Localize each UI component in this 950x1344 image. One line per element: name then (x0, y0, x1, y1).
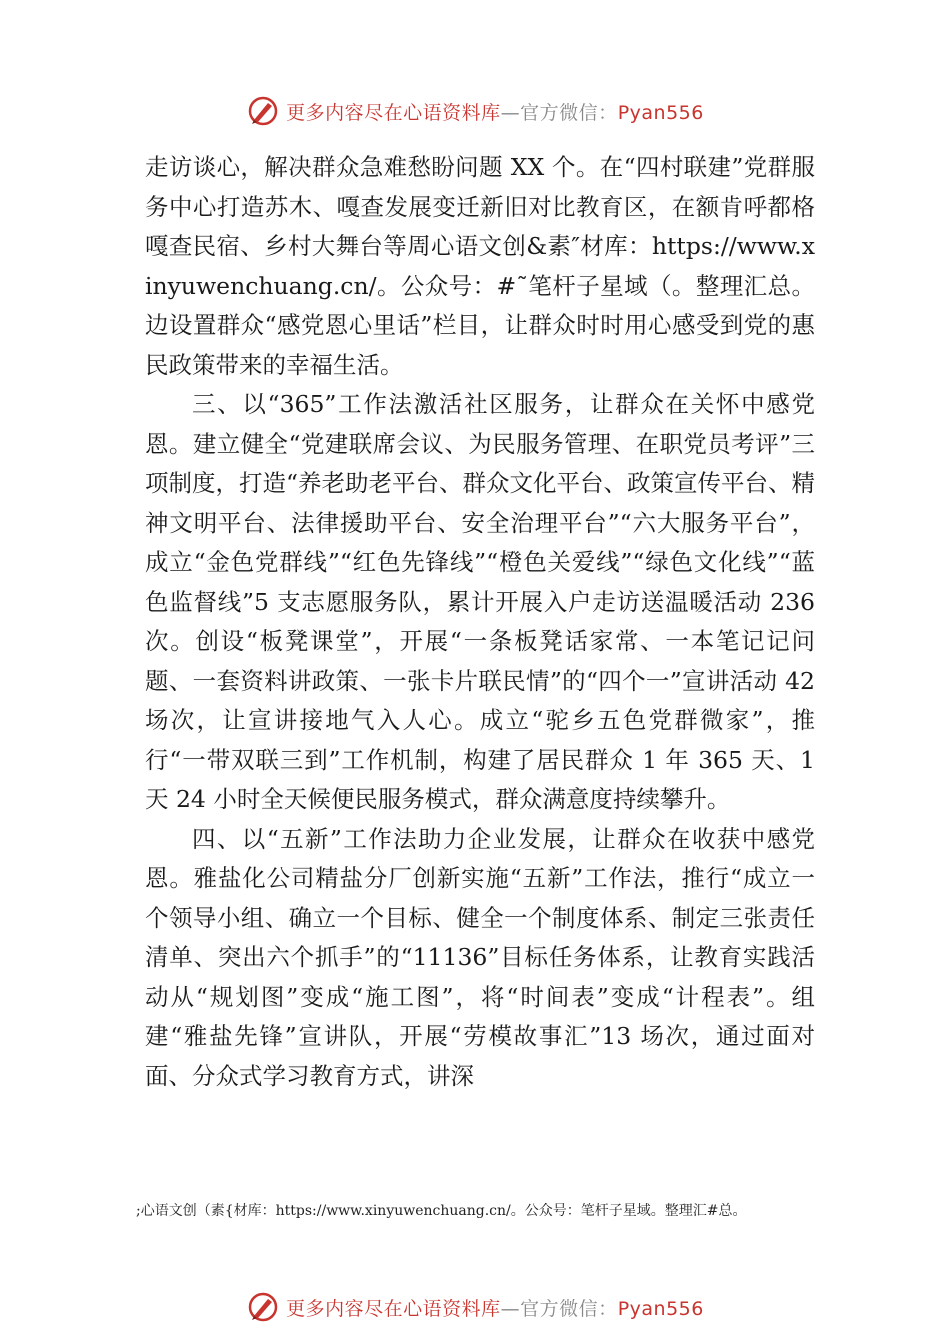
header-banner (0, 94, 950, 128)
paragraph-1: 走访谈心，解决群众急难愁盼问题 XX 个。在“四村联建”党群服务中心打造苏木、嘎查发展变迁新旧对比教育区，在额肯呼都格嘎查民宿、乡村大舞台等周心语文创&素″材库：https://www.xinyuwenchuang.cn/。公众号：#˜笔杆子星域（。整理汇总。边设置群众“感党恩心里话”栏目，让群众时时用心感受到党的惠民政策带来的幸福生活。 (145, 153, 815, 379)
pen-circle-logo-icon (246, 94, 280, 128)
pen-circle-logo-icon (246, 1290, 280, 1324)
footnote: ;心语文创（素{材库：https://www.xinyuwenchuang.cn/。公众号：笔杆子星域。整理汇#总。 (136, 1203, 747, 1219)
banner-text: 更多内容尽在心语资料库—官方微信：Pyan556 (286, 1297, 704, 1320)
paragraph-2: 三、以“365”工作法激活社区服务，让群众在关怀中感党恩。建立健全“党建联席会议、为民服务管理、在职党员考评”三项制度，打造“养老助老平台、群众文化平台、政策宣传平台、精神文明平台、法律援助平台、安全治理平台”“六大服务平台”，成立“金色党群线”“红色先锋线”“橙色关爱线”“绿色文化线”“蓝色监督线”5 支志愿服务队，累计开展入户走访送温暖活动 236 次。创设“板凳课堂”，开展“一条板凳话家常、一本笔记记问题、一套资料讲政策、一张卡片联民情”的“四个一”宣讲活动 42 场次，让宣讲接地气入人心。成立“驼乡五色党群微家”，推行“一带双联三到”工作机制，构建了居民群众 1 年 365 天、1 天 24 小时全天候便民服务模式，群众满意度持续攀升。 (145, 390, 816, 813)
paragraph-3: 四、以“五新”工作法助力企业发展，让群众在收获中感党恩。雅盐化公司精盐分厂创新实施“五新”工作法，推行“成立一个领导小组、确立一个目标、健全一个制度体系、制定三张责任清单、突出六个抓手”的“11136”目标任务体系，让教育实践活动从“规划图”变成“施工图”，将“时间表”变成“计程表”。组建“雅盐先锋”宣讲队，开展“劳模故事汇”13 场次，通过面对面、分众式学习教育方式，讲深 (145, 824, 815, 1090)
banner-text: 更多内容尽在心语资料库—官方微信：Pyan556 (286, 101, 704, 124)
footer-banner (0, 1290, 950, 1324)
document-body (145, 148, 815, 1096)
